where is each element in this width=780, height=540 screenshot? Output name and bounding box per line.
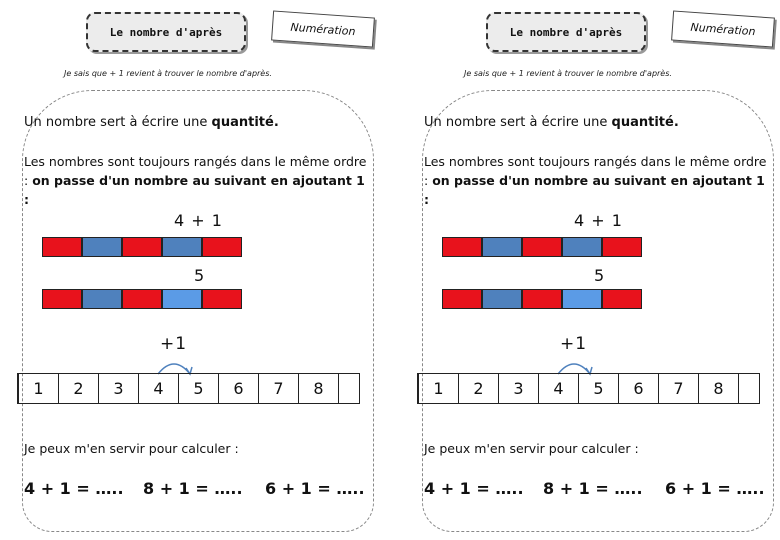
definition-text: Un nombre sert à écrire une: [424, 115, 612, 130]
bar-row-result: [42, 289, 242, 309]
bar-segment-red: [522, 237, 562, 257]
result-label: 5: [594, 266, 605, 285]
number-line-cell: 1: [19, 374, 59, 403]
subject-tag: Numération: [271, 10, 375, 47]
bar-row-sum: [442, 237, 642, 257]
bar-segment-red: [602, 237, 642, 257]
calc-exercise-2: 8 + 1 = …..: [143, 479, 243, 498]
bar-segment-blue: [562, 237, 602, 257]
number-line-cell: 2: [59, 374, 99, 403]
bar-segment-red: [122, 289, 162, 309]
calc-exercise-2: 8 + 1 = …..: [543, 479, 643, 498]
order-text: Les nombres sont toujours rangés dans le même ordre :: [24, 154, 367, 188]
order-paragraph: [424, 152, 769, 209]
number-line-cell-empty: [339, 374, 359, 403]
number-line-cell: 3: [499, 374, 539, 403]
step-label: +1: [160, 334, 188, 354]
definition-bold: quantité.: [211, 115, 279, 130]
bar-segment-red: [202, 289, 242, 309]
worksheet-title: Le nombre d'après: [86, 12, 246, 52]
number-line-cell: 5: [179, 374, 219, 403]
number-line-cell: 6: [219, 374, 259, 403]
bar-segment-red: [42, 289, 82, 309]
bar-segment-blue: [82, 289, 122, 309]
objective-text: Je sais que + 1 revient à trouver le nombre d'après.: [464, 69, 672, 78]
calc-exercise-3: 6 + 1 = …..: [665, 479, 765, 498]
worksheet-title: Le nombre d'après: [486, 12, 646, 52]
number-line-cell: 4: [539, 374, 579, 403]
bar-segment-lightblue: [162, 289, 202, 309]
definition-line: [24, 115, 279, 130]
number-line-cell: 2: [459, 374, 499, 403]
number-line-cell: 8: [699, 374, 739, 403]
step-label: +1: [560, 334, 588, 354]
calc-intro: Je peux m'en servir pour calculer :: [24, 441, 239, 456]
bar-segment-red: [442, 237, 482, 257]
number-line-cell: 7: [659, 374, 699, 403]
bar-segment-red: [42, 237, 82, 257]
definition-text: Un nombre sert à écrire une: [24, 115, 212, 130]
bar-segment-red: [442, 289, 482, 309]
bar-segment-red: [122, 237, 162, 257]
order-paragraph: [24, 152, 369, 209]
bar-segment-red: [522, 289, 562, 309]
calc-exercise-1: 4 + 1 = …..: [24, 479, 124, 498]
number-line-cell-empty: [739, 374, 759, 403]
calc-exercise-1: 4 + 1 = …..: [424, 479, 524, 498]
bar-segment-red: [602, 289, 642, 309]
definition-bold: quantité.: [611, 115, 679, 130]
definition-line: [424, 115, 679, 130]
number-line-cell: 8: [299, 374, 339, 403]
order-text: Les nombres sont toujours rangés dans le même ordre :: [424, 154, 767, 188]
bar-row-result: [442, 289, 642, 309]
number-line-cell: 4: [139, 374, 179, 403]
calc-intro: Je peux m'en servir pour calculer :: [424, 441, 639, 456]
bar-segment-blue: [482, 289, 522, 309]
objective-text: Je sais que + 1 revient à trouver le nombre d'après.: [64, 69, 272, 78]
worksheet-panel-right: [400, 0, 780, 540]
number-line: [17, 373, 360, 404]
bar-segment-blue: [162, 237, 202, 257]
bar-segment-red: [202, 237, 242, 257]
result-label: 5: [194, 266, 205, 285]
number-line-cell: 5: [579, 374, 619, 403]
bar-segment-blue: [82, 237, 122, 257]
number-line-cell: 3: [99, 374, 139, 403]
subject-tag: Numération: [671, 10, 775, 47]
equation-label: 4 + 1: [574, 211, 623, 230]
number-line-cell: 1: [419, 374, 459, 403]
number-line-cell: 6: [619, 374, 659, 403]
order-bold: on passe d'un nombre au suivant en ajoutant 1 :: [24, 173, 365, 207]
bar-segment-blue: [482, 237, 522, 257]
bar-segment-lightblue: [562, 289, 602, 309]
order-bold: on passe d'un nombre au suivant en ajoutant 1 :: [424, 173, 765, 207]
number-line-cell: 7: [259, 374, 299, 403]
bar-row-sum: [42, 237, 242, 257]
number-line: [417, 373, 760, 404]
equation-label: 4 + 1: [174, 211, 223, 230]
calc-exercise-3: 6 + 1 = …..: [265, 479, 365, 498]
